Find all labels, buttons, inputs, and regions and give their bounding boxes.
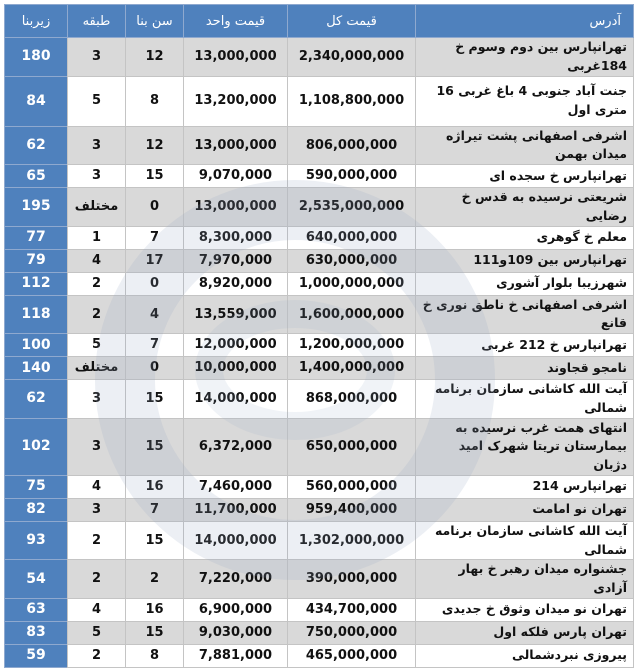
cell-floor: 5 — [68, 621, 126, 644]
cell-total-price: 390,000,000 — [288, 560, 416, 599]
cell-total-price: 1,302,000,000 — [288, 521, 416, 560]
cell-floor: 3 — [68, 38, 126, 77]
cell-age: 7 — [126, 334, 184, 357]
cell-total-price: 465,000,000 — [288, 644, 416, 667]
cell-total-price: 590,000,000 — [288, 165, 416, 188]
cell-floor: 3 — [68, 380, 126, 419]
cell-unit-price: 6,900,000 — [184, 598, 288, 621]
header-age: سن بنا — [126, 5, 184, 38]
cell-area: 140 — [5, 357, 68, 380]
cell-floor: مختلف — [68, 188, 126, 227]
cell-age: 8 — [126, 644, 184, 667]
table-row — [5, 188, 634, 227]
cell-unit-price: 9,070,000 — [184, 165, 288, 188]
cell-unit-price: 8,300,000 — [184, 226, 288, 249]
table-row — [5, 76, 634, 126]
table-row — [5, 644, 634, 667]
cell-floor: 4 — [68, 475, 126, 498]
cell-area: 77 — [5, 226, 68, 249]
cell-floor: 3 — [68, 418, 126, 475]
cell-age: 4 — [126, 295, 184, 334]
cell-area: 100 — [5, 334, 68, 357]
table-row — [5, 272, 634, 295]
cell-area: 79 — [5, 249, 68, 272]
cell-unit-price: 6,372,000 — [184, 418, 288, 475]
cell-floor: 1 — [68, 226, 126, 249]
table-row — [5, 126, 634, 165]
cell-address: معلم خ گوهری — [416, 226, 634, 249]
listings-table — [4, 4, 634, 668]
cell-area: 102 — [5, 418, 68, 475]
header-address: آدرس — [416, 5, 634, 38]
cell-total-price: 750,000,000 — [288, 621, 416, 644]
cell-area: 65 — [5, 165, 68, 188]
cell-age: 8 — [126, 76, 184, 126]
table-row — [5, 38, 634, 77]
cell-floor: 2 — [68, 560, 126, 599]
cell-address: تهرانپارس خ سجده ای — [416, 165, 634, 188]
cell-total-price: 1,000,000,000 — [288, 272, 416, 295]
header-area: زیربنا — [5, 5, 68, 38]
table-row — [5, 249, 634, 272]
cell-floor: 2 — [68, 644, 126, 667]
cell-area: 83 — [5, 621, 68, 644]
cell-age: 7 — [126, 226, 184, 249]
cell-address: آیت الله کاشانی سازمان برنامه شمالی — [416, 380, 634, 419]
cell-total-price: 650,000,000 — [288, 418, 416, 475]
cell-floor: 3 — [68, 498, 126, 521]
cell-address: تهران پارس فلکه اول — [416, 621, 634, 644]
cell-address: تهرانپارس بین دوم وسوم خ 184غربی — [416, 38, 634, 77]
table-row — [5, 165, 634, 188]
cell-address: اشرفی اصفهانی پشت تیراژه میدان بهمن — [416, 126, 634, 165]
cell-area: 93 — [5, 521, 68, 560]
cell-floor: 2 — [68, 295, 126, 334]
cell-total-price: 2,340,000,000 — [288, 38, 416, 77]
cell-age: 16 — [126, 475, 184, 498]
cell-address: پیروزی نبردشمالی — [416, 644, 634, 667]
cell-area: 195 — [5, 188, 68, 227]
cell-floor: 4 — [68, 249, 126, 272]
cell-age: 15 — [126, 521, 184, 560]
cell-unit-price: 13,200,000 — [184, 76, 288, 126]
cell-total-price: 434,700,000 — [288, 598, 416, 621]
cell-address: آیت الله کاشانی سازمان برنامه شمالی — [416, 521, 634, 560]
cell-age: 15 — [126, 621, 184, 644]
table-row — [5, 226, 634, 249]
cell-total-price: 1,400,000,000 — [288, 357, 416, 380]
cell-address: جشنواره میدان رهبر خ بهار آزادی — [416, 560, 634, 599]
cell-unit-price: 10,000,000 — [184, 357, 288, 380]
cell-age: 17 — [126, 249, 184, 272]
table-row — [5, 334, 634, 357]
cell-total-price: 1,200,000,000 — [288, 334, 416, 357]
cell-address: تهرانپارس 214 — [416, 475, 634, 498]
table-row — [5, 357, 634, 380]
cell-total-price: 1,108,800,000 — [288, 76, 416, 126]
cell-address: تهران نو میدان وثوق خ جدیدی — [416, 598, 634, 621]
cell-floor: 5 — [68, 334, 126, 357]
cell-area: 62 — [5, 380, 68, 419]
cell-age: 0 — [126, 188, 184, 227]
cell-area: 118 — [5, 295, 68, 334]
cell-floor: 2 — [68, 521, 126, 560]
cell-area: 63 — [5, 598, 68, 621]
cell-address: شهرزیبا بلوار آشوری — [416, 272, 634, 295]
table-row — [5, 295, 634, 334]
table-row — [5, 498, 634, 521]
cell-age: 15 — [126, 418, 184, 475]
table-row — [5, 521, 634, 560]
cell-age: 15 — [126, 165, 184, 188]
cell-floor: 5 — [68, 76, 126, 126]
cell-unit-price: 13,000,000 — [184, 188, 288, 227]
cell-area: 180 — [5, 38, 68, 77]
cell-unit-price: 13,000,000 — [184, 126, 288, 165]
cell-total-price: 959,400,000 — [288, 498, 416, 521]
cell-address: تهران نو امامت — [416, 498, 634, 521]
cell-area: 82 — [5, 498, 68, 521]
table-row — [5, 475, 634, 498]
cell-unit-price: 7,460,000 — [184, 475, 288, 498]
cell-unit-price: 13,559,000 — [184, 295, 288, 334]
cell-area: 84 — [5, 76, 68, 126]
header-row — [5, 5, 634, 38]
cell-age: 2 — [126, 560, 184, 599]
cell-area: 75 — [5, 475, 68, 498]
cell-area: 59 — [5, 644, 68, 667]
cell-address: تهرانپارس خ 212 غربی — [416, 334, 634, 357]
cell-age: 12 — [126, 38, 184, 77]
cell-floor: 3 — [68, 126, 126, 165]
cell-total-price: 560,000,000 — [288, 475, 416, 498]
cell-unit-price: 7,881,000 — [184, 644, 288, 667]
table-row — [5, 418, 634, 475]
cell-unit-price: 7,220,000 — [184, 560, 288, 599]
cell-total-price: 640,000,000 — [288, 226, 416, 249]
cell-address: اشرفی اصفهانی خ ناطق نوری خ قانع — [416, 295, 634, 334]
cell-address: نامجو قجاوند — [416, 357, 634, 380]
table-row — [5, 598, 634, 621]
cell-address: شریعتی نرسیده به قدس خ رضایی — [416, 188, 634, 227]
cell-floor: 3 — [68, 165, 126, 188]
table-row — [5, 380, 634, 419]
cell-floor: 2 — [68, 272, 126, 295]
cell-unit-price: 7,970,000 — [184, 249, 288, 272]
cell-total-price: 1,600,000,000 — [288, 295, 416, 334]
cell-address: تهرانپارس بین 109و111 — [416, 249, 634, 272]
header-floor: طبقه — [68, 5, 126, 38]
header-unit-price: قیمت واحد — [184, 5, 288, 38]
table-row — [5, 621, 634, 644]
cell-floor: 4 — [68, 598, 126, 621]
cell-total-price: 868,000,000 — [288, 380, 416, 419]
cell-age: 7 — [126, 498, 184, 521]
cell-unit-price: 9,030,000 — [184, 621, 288, 644]
cell-age: 0 — [126, 357, 184, 380]
cell-age: 15 — [126, 380, 184, 419]
cell-address: جنت آباد جنوبی 4 باغ غربی 16 متری اول — [416, 76, 634, 126]
cell-total-price: 806,000,000 — [288, 126, 416, 165]
cell-unit-price: 13,000,000 — [184, 38, 288, 77]
header-total-price: قیمت کل — [288, 5, 416, 38]
cell-unit-price: 14,000,000 — [184, 521, 288, 560]
cell-address: انتهای همت غرب نرسیده به بیمارستان تریتا شهرک امید دژبان — [416, 418, 634, 475]
cell-area: 62 — [5, 126, 68, 165]
cell-age: 0 — [126, 272, 184, 295]
cell-unit-price: 8,920,000 — [184, 272, 288, 295]
cell-total-price: 2,535,000,000 — [288, 188, 416, 227]
cell-unit-price: 11,700,000 — [184, 498, 288, 521]
cell-area: 54 — [5, 560, 68, 599]
cell-age: 12 — [126, 126, 184, 165]
cell-floor: مختلف — [68, 357, 126, 380]
cell-area: 112 — [5, 272, 68, 295]
table-row — [5, 560, 634, 599]
cell-total-price: 630,000,000 — [288, 249, 416, 272]
cell-age: 16 — [126, 598, 184, 621]
cell-unit-price: 12,000,000 — [184, 334, 288, 357]
cell-unit-price: 14,000,000 — [184, 380, 288, 419]
